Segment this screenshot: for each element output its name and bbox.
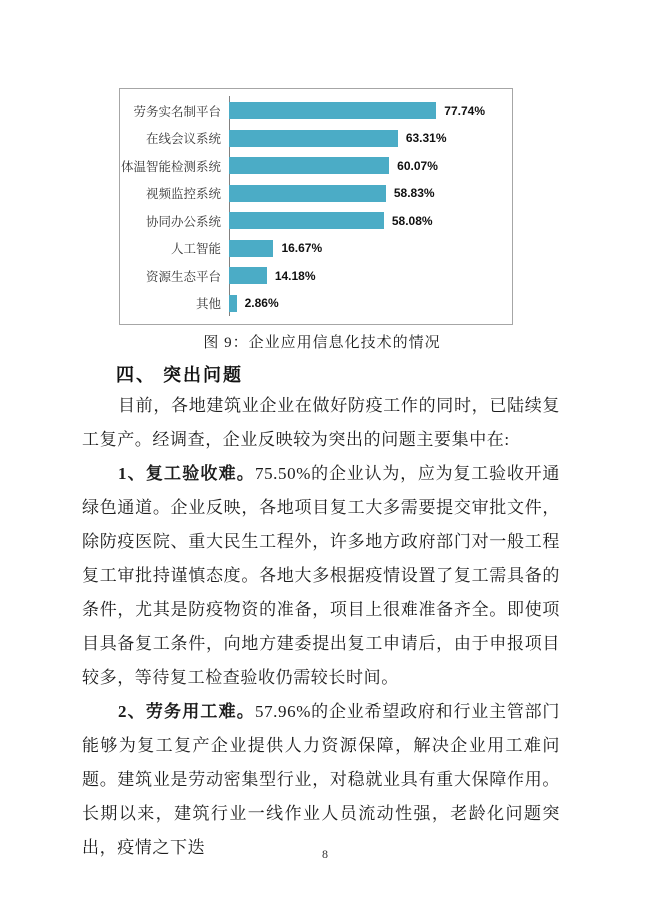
chart-category-label: 人工智能 — [170, 242, 221, 257]
chart-bar-row — [120, 207, 509, 235]
chart-rows — [120, 97, 509, 317]
chart-plot-area — [229, 235, 509, 263]
paragraph-problem-1 — [82, 457, 560, 695]
paragraph-text: 57.96%的企业希望政府和行业主管部门能够为复工复产企业提供人力资源保障，解决企业用工难问题。建筑业是劳动密集型行业，对稳就业具有重大保障作用。长期以来，建筑行业一线作业人员流动性强，老龄化问题突出，疫情之下迭 — [82, 702, 560, 857]
chart-bar-row — [120, 290, 509, 318]
chart-plot-area — [229, 290, 509, 318]
chart-bar — [229, 295, 237, 312]
chart-bar — [229, 267, 267, 284]
chart-bar — [229, 212, 384, 229]
chart-plot-area — [229, 262, 509, 290]
chart-value-label: 58.08% — [391, 213, 433, 228]
figure-caption: 图 9：企业应用信息化技术的情况 — [203, 335, 441, 351]
chart-bar — [229, 102, 436, 119]
paragraph-problem-2 — [82, 695, 560, 865]
chart-bar-row — [120, 235, 509, 263]
chart-plot-area — [229, 152, 509, 180]
chart-value-label: 77.74% — [444, 103, 485, 118]
chart-bar-row — [120, 152, 509, 180]
paragraph-text: 目前，各地建筑业企业在做好防疫工作的同时，已陆续复工复产。经调查，企业反映较为突出的问题主要集中在: — [82, 396, 560, 449]
paragraph-text: 75.50%的企业认为，应为复工验收开通绿色通道。企业反映，各地项目复工大多需要提交审批文件，除防疫医院、重大民生工程外，许多地方政府部门对一般工程复工审批持谨慎态度。各地大多根据疫情设置了复工需具备的条件，尤其是防疫物资的准备，项目上很难准备齐全。即使项目具备复工条件，向地方建委提出复工申请后，由于申报项目较多，等待复工检查验收仍需较长时间。 — [82, 464, 560, 687]
chart-value-label: 63.31% — [405, 131, 447, 146]
chart-bar — [229, 130, 398, 147]
bar-chart — [119, 88, 513, 325]
chart-category-label: 资源生态平台 — [145, 269, 221, 284]
chart-category-label: 在线会议系统 — [145, 132, 221, 147]
page-number: 8 — [322, 847, 328, 861]
chart-bar — [229, 240, 273, 257]
section-heading: 四、 突出问题 — [116, 365, 244, 385]
chart-bar-row — [120, 180, 509, 208]
chart-bar-row — [120, 262, 509, 290]
chart-value-label: 2.86% — [244, 296, 279, 311]
paragraph-intro — [82, 389, 560, 457]
chart-category-label: 劳务实名制平台 — [133, 104, 221, 119]
chart-plot-area — [229, 97, 509, 125]
paragraph-lead: 1、复工验收难。 — [118, 464, 255, 483]
chart-category-label: 视频监控系统 — [145, 187, 221, 202]
chart-bar-row — [120, 97, 509, 125]
paragraph-lead: 2、劳务用工难。 — [118, 702, 255, 721]
chart-category-label: 其他 — [195, 297, 221, 312]
chart-value-label: 60.07% — [397, 158, 438, 173]
chart-plot-area — [229, 207, 509, 235]
chart-category-label: 协同办公系统 — [145, 214, 221, 229]
body-text — [82, 389, 560, 865]
chart-bar-row — [120, 125, 509, 153]
chart-value-label: 16.67% — [281, 241, 323, 256]
chart-bar — [229, 185, 386, 202]
chart-value-label: 14.18% — [274, 268, 316, 283]
chart-category-label: 体温智能检测系统 — [120, 159, 221, 174]
chart-bar — [229, 157, 389, 174]
chart-plot-area — [229, 180, 509, 208]
chart-value-label: 58.83% — [393, 186, 435, 201]
chart-plot-area — [229, 125, 509, 153]
